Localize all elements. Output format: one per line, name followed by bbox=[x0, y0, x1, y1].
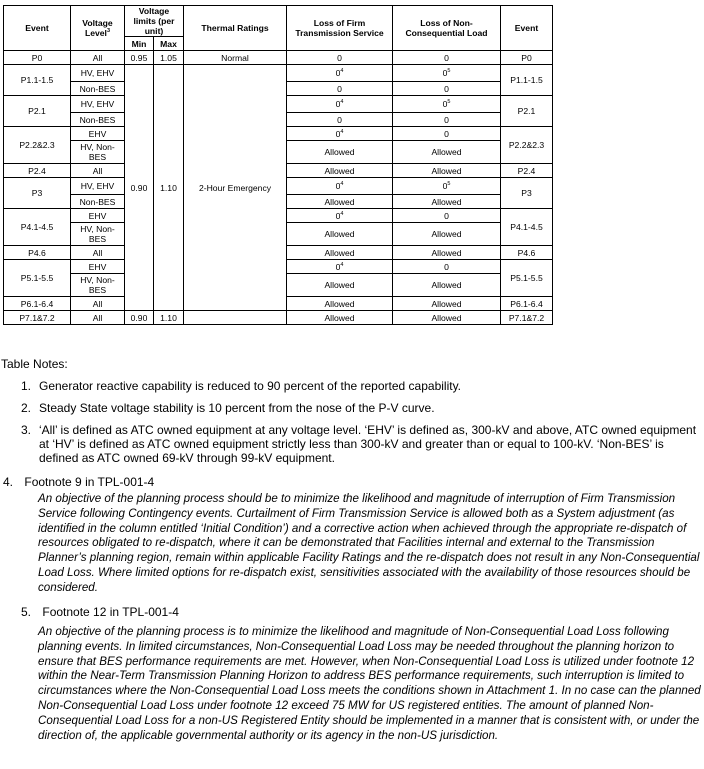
max-cell: 1.05 bbox=[154, 51, 184, 65]
loss-firm-cell bbox=[287, 178, 393, 195]
loss-firm-cell-value: 0 bbox=[335, 181, 341, 191]
loss-firm-cell: 0 bbox=[287, 51, 393, 65]
footnote-marker: 5 bbox=[447, 181, 451, 188]
loss-noncons-cell-value: Allowed bbox=[431, 229, 462, 239]
event-right-cell: P6.1-6.4 bbox=[501, 297, 553, 311]
voltage-level-cell: All bbox=[71, 51, 125, 65]
event-right-cell: P2.2&2.3 bbox=[501, 127, 553, 164]
loss-firm-cell-value: 0 bbox=[335, 99, 341, 109]
voltage-level-cell: HV, Non-BES bbox=[71, 223, 125, 246]
loss-firm-cell bbox=[287, 82, 393, 96]
event-cell: P3 bbox=[4, 178, 71, 209]
event-cell: P0 bbox=[4, 51, 71, 65]
event-right-cell: P0 bbox=[501, 51, 553, 65]
planning-criteria-table bbox=[3, 5, 553, 325]
loss-noncons-cell-value: 0 bbox=[444, 210, 449, 221]
loss-firm-cell bbox=[287, 223, 393, 246]
event-right-cell: P5.1-5.5 bbox=[501, 260, 553, 297]
loss-noncons-cell bbox=[393, 195, 501, 209]
event-cell: P4.1-4.5 bbox=[4, 209, 71, 246]
loss-firm-cell-value: 0 bbox=[337, 83, 342, 94]
voltage-level-cell: EHV bbox=[71, 209, 125, 223]
loss-firm-cell bbox=[287, 96, 393, 113]
max-cell: 1.10 bbox=[154, 65, 184, 311]
header-event: Event bbox=[4, 6, 71, 51]
loss-firm-cell-value: Allowed bbox=[324, 165, 355, 176]
event-right-cell: P1.1-1.5 bbox=[501, 65, 553, 96]
event-cell: P6.1-6.4 bbox=[4, 297, 71, 311]
loss-noncons-cell bbox=[393, 141, 501, 164]
voltage-level-cell: All bbox=[71, 164, 125, 178]
voltage-level-cell: HV, EHV bbox=[71, 178, 125, 195]
footnote-4-text: An objective of the planning process should be to minimize the likelihood and magnitude of interruption of Firm Transmission Service following Contingency events. Curtailment of Firm Transmission Service is allowed both as a System adjustment (as identified in the column entitled ‘Initial Condition’) and a corrective action when achieved through the appropriate re-dispatch of resources obligated to re-dispatch, where it can be demonstrated that Facilities internal and external to the Transmission Planner’s planning region, remain within applicable Facility Ratings and the re-dispatch does not result in any Non-Consequential Load Loss. Where limited options for re-dispatch exist, sensitivities associated with the availability of those resources should be considered. bbox=[38, 492, 700, 594]
loss-noncons-cell bbox=[393, 223, 501, 246]
loss-noncons-cell bbox=[393, 178, 501, 195]
footnote-marker: 4 bbox=[340, 261, 344, 268]
loss-noncons-cell-value: 0 bbox=[444, 261, 449, 272]
note-text: ‘All’ is defined as ATC owned equipment at any voltage level. ‘EHV’ is defined as, 300-kV and above, ATC owned equipment at ‘HV’ is defined as ATC owned equipment strictly less than 300-kV and greater than or equal to 100-kV. ‘Non-BES’ is defined as ATC owned 69-kV through 99-kV equipment. bbox=[39, 423, 697, 465]
loss-noncons-cell-value: Allowed bbox=[431, 196, 462, 207]
thermal-cell: Normal bbox=[184, 51, 287, 65]
voltage-level-cell: Non-BES bbox=[71, 82, 125, 96]
loss-firm-cell-value: 0 bbox=[335, 210, 341, 221]
header-loss-firm: Loss of Firm Transmission Service bbox=[287, 6, 393, 51]
loss-noncons-cell bbox=[393, 65, 501, 82]
event-right-cell: P2.1 bbox=[501, 96, 553, 127]
loss-firm-cell bbox=[287, 127, 393, 141]
loss-noncons-cell-value: 0 bbox=[442, 68, 448, 78]
min-cell: 0.95 bbox=[125, 51, 154, 65]
footnote-title: Footnote 9 in TPL-001-4 bbox=[24, 475, 155, 489]
loss-firm-cell bbox=[287, 141, 393, 164]
note-text: Generator reactive capability is reduced to 90 percent of the reported capability. bbox=[39, 379, 462, 393]
header-voltage-level-text: Voltage Level bbox=[82, 18, 113, 38]
loss-firm-cell bbox=[287, 113, 393, 127]
voltage-level-cell: All bbox=[71, 311, 125, 325]
max-cell: 1.10 bbox=[154, 311, 184, 325]
thermal-cell bbox=[184, 311, 287, 325]
loss-noncons-cell: Allowed bbox=[393, 311, 501, 325]
footnote-title: Footnote 12 in TPL-001-4 bbox=[42, 605, 179, 619]
loss-firm-cell: Allowed bbox=[287, 311, 393, 325]
loss-noncons-cell bbox=[393, 209, 501, 223]
table-row bbox=[4, 311, 553, 325]
loss-noncons-cell bbox=[393, 260, 501, 274]
footnote-5-text: An objective of the planning process is to minimize the likelihood and magnitude of Non-Consequential Load Loss following planning events. In limited circumstances, Non-Consequential Load Loss may be needed throughout the planning horizon to ensure that BES performance requirements are met. However, when Non-Consequential Load Loss is utilized under footnote 12 within the Near-Term Transmission Planning Horizon to address BES performance requirements, such interruption is limited to circumstances where the Non-Consequential Load Loss meets the conditions shown in Attachment 1. In no case can the planned Non-Consequential Load Loss under footnote 12 exceed 75 MW for US registered entities. The amount of planned Non-Consequential Load Loss for a non-US Registered Entity should be implemented in a manner that is consistent with, or under the direction of, the applicable governmental authority or its agency in the non-US jurisdiction. bbox=[38, 625, 701, 742]
loss-noncons-cell-value: Allowed bbox=[431, 165, 462, 176]
voltage-level-cell: All bbox=[71, 297, 125, 311]
voltage-level-cell: HV, Non-BES bbox=[71, 141, 125, 164]
loss-firm-cell-value: Allowed bbox=[324, 280, 355, 290]
event-right-cell: P4.1-4.5 bbox=[501, 209, 553, 246]
voltage-level-cell: HV, EHV bbox=[71, 65, 125, 82]
loss-noncons-cell bbox=[393, 164, 501, 178]
loss-firm-cell bbox=[287, 246, 393, 260]
loss-firm-cell bbox=[287, 65, 393, 82]
header-voltage-limits: Voltage limits (per unit) bbox=[125, 6, 184, 37]
loss-firm-cell-value: 0 bbox=[335, 128, 341, 139]
loss-noncons-cell-value: Allowed bbox=[431, 147, 462, 157]
loss-firm-cell-value: Allowed bbox=[324, 247, 355, 258]
voltage-level-cell: All bbox=[71, 246, 125, 260]
footnote-marker: 4 bbox=[340, 210, 344, 217]
header-event-right: Event bbox=[501, 6, 553, 51]
table-notes-title: Table Notes: bbox=[1, 357, 68, 371]
footnote-marker: 5 bbox=[447, 68, 451, 75]
loss-firm-cell-value: Allowed bbox=[324, 229, 355, 239]
note-number: 2. bbox=[21, 401, 32, 415]
loss-noncons-cell bbox=[393, 96, 501, 113]
footnote-number: 4. bbox=[3, 475, 14, 489]
event-right-cell: P4.6 bbox=[501, 246, 553, 260]
event-cell: P7.1&7.2 bbox=[4, 311, 71, 325]
note-text: Steady State voltage stability is 10 percent from the nose of the P-V curve. bbox=[39, 401, 435, 415]
loss-firm-cell-value: Allowed bbox=[324, 298, 355, 309]
event-cell: P2.1 bbox=[4, 96, 71, 127]
event-cell: P2.2&2.3 bbox=[4, 127, 71, 164]
event-cell: P4.6 bbox=[4, 246, 71, 260]
voltage-level-cell: Non-BES bbox=[71, 113, 125, 127]
footnote-marker: 4 bbox=[340, 181, 344, 188]
voltage-level-cell: HV, Non-BES bbox=[71, 274, 125, 297]
voltage-level-cell: HV, EHV bbox=[71, 96, 125, 113]
loss-noncons-cell-value: 0 bbox=[444, 114, 449, 125]
footnote-4-heading bbox=[3, 475, 154, 489]
note-number: 3. bbox=[21, 423, 32, 437]
header-max: Max bbox=[154, 37, 184, 51]
loss-firm-cell bbox=[287, 260, 393, 274]
loss-noncons-cell-value: 0 bbox=[442, 181, 448, 191]
loss-firm-cell-value: 0 bbox=[335, 68, 341, 78]
event-cell: P5.1-5.5 bbox=[4, 260, 71, 297]
event-right-cell: P7.1&7.2 bbox=[501, 311, 553, 325]
header-min: Min bbox=[125, 37, 154, 51]
loss-noncons-cell bbox=[393, 127, 501, 141]
header-loss-nonconsequential: Loss of Non-Consequential Load bbox=[393, 6, 501, 51]
table-row bbox=[4, 51, 553, 65]
voltage-level-cell: EHV bbox=[71, 260, 125, 274]
loss-firm-cell-value: 0 bbox=[337, 114, 342, 125]
note-number: 1. bbox=[21, 379, 32, 393]
loss-firm-cell bbox=[287, 164, 393, 178]
min-cell: 0.90 bbox=[125, 311, 154, 325]
table-row bbox=[4, 65, 553, 82]
event-right-cell: P3 bbox=[501, 178, 553, 209]
header-thermal-ratings: Thermal Ratings bbox=[184, 6, 287, 51]
event-cell: P2.4 bbox=[4, 164, 71, 178]
loss-noncons-cell bbox=[393, 246, 501, 260]
event-right-cell: P2.4 bbox=[501, 164, 553, 178]
loss-noncons-cell-value: 0 bbox=[442, 99, 448, 109]
voltage-level-cell: EHV bbox=[71, 127, 125, 141]
voltage-level-cell: Non-BES bbox=[71, 195, 125, 209]
loss-noncons-cell-value: Allowed bbox=[431, 247, 462, 258]
loss-noncons-cell-value: Allowed bbox=[431, 298, 462, 309]
footnote-number: 5. bbox=[21, 605, 32, 619]
loss-firm-cell-value: 0 bbox=[335, 261, 341, 272]
footnote-marker: 3 bbox=[106, 28, 111, 35]
loss-noncons-cell-value: 0 bbox=[444, 83, 449, 94]
loss-noncons-cell: 0 bbox=[393, 51, 501, 65]
footnote-marker: 4 bbox=[340, 128, 344, 135]
loss-firm-cell bbox=[287, 195, 393, 209]
loss-firm-cell-value: Allowed bbox=[324, 147, 355, 157]
loss-firm-cell-value: Allowed bbox=[324, 196, 355, 207]
footnote-marker: 4 bbox=[340, 68, 344, 75]
loss-noncons-cell bbox=[393, 274, 501, 297]
event-cell: P1.1-1.5 bbox=[4, 65, 71, 96]
loss-noncons-cell-value: 0 bbox=[444, 128, 449, 139]
footnote-5-heading bbox=[21, 605, 179, 619]
loss-firm-cell bbox=[287, 297, 393, 311]
header-voltage-level bbox=[71, 6, 125, 51]
thermal-cell: 2-Hour Emergency bbox=[184, 65, 287, 311]
min-cell: 0.90 bbox=[125, 65, 154, 311]
loss-noncons-cell bbox=[393, 113, 501, 127]
footnote-marker: 5 bbox=[447, 99, 451, 106]
loss-firm-cell bbox=[287, 274, 393, 297]
loss-firm-cell bbox=[287, 209, 393, 223]
loss-noncons-cell-value: Allowed bbox=[431, 280, 462, 290]
loss-noncons-cell bbox=[393, 297, 501, 311]
loss-noncons-cell bbox=[393, 82, 501, 96]
footnote-marker: 4 bbox=[340, 99, 344, 106]
